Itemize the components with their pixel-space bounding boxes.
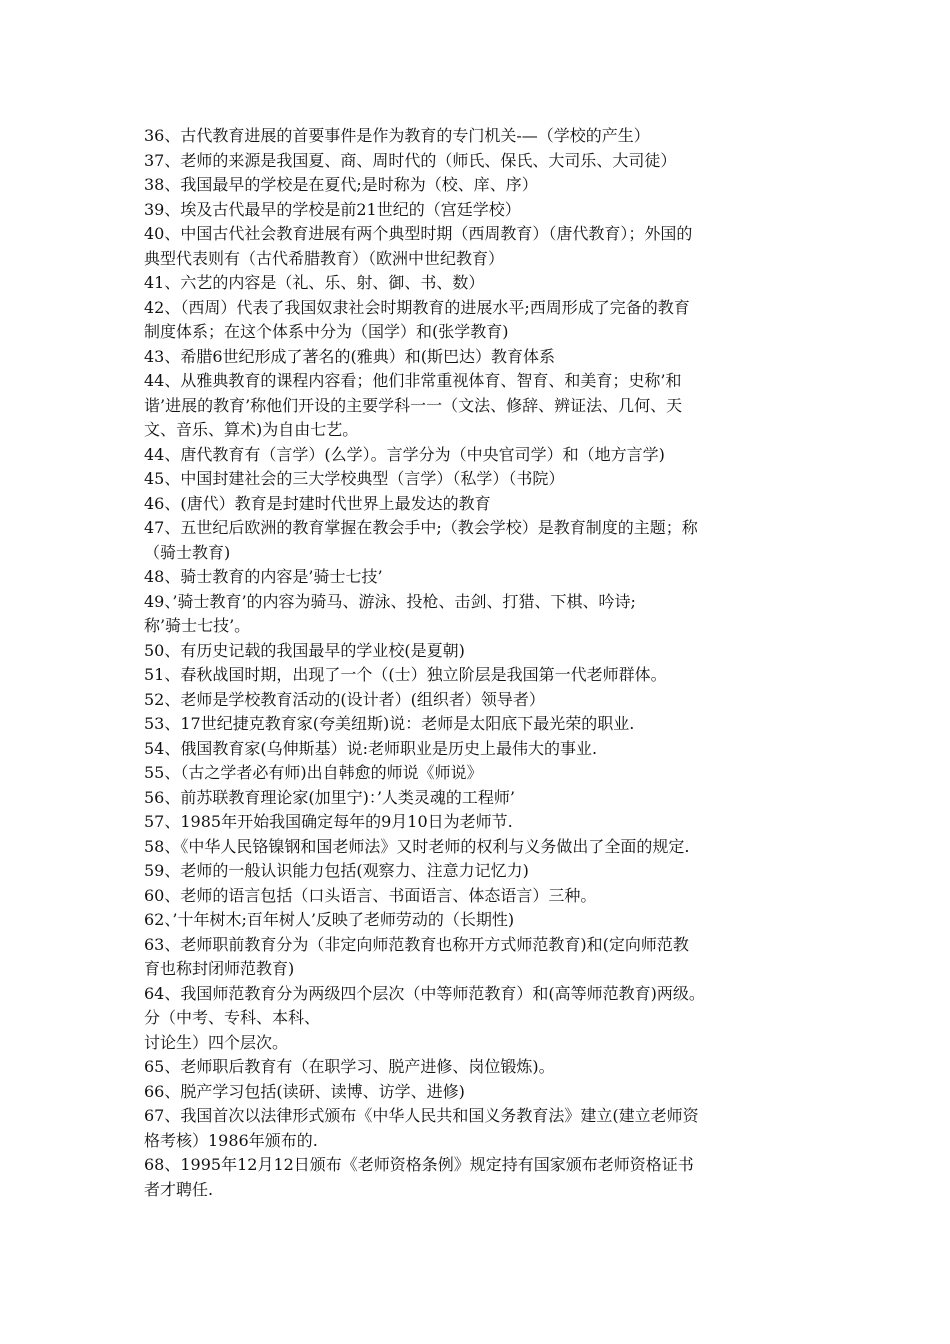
text-line: 55、（古之学者必有师)出自韩愈的师说《师说》	[144, 763, 483, 782]
text-line: 48、骑士教育的内容是’骑士七技’	[144, 567, 383, 586]
text-line: 38、我国最早的学校是在夏代;是时称为（校、庠、序）	[144, 175, 538, 194]
text-line: 44、唐代教育有（言学）(么学）。言学分为（中央官司学）和（地方言学)	[144, 444, 665, 464]
text-line: 54、俄国教育家(乌伸斯基）说:老师职业是历史上最伟大的事业.	[144, 738, 598, 758]
text-line: 典型代表则有（古代希腊教育）（欧洲中世纪教育）	[144, 248, 505, 268]
text-line: 36、古代教育进展的首要事件是作为教育的专门机关-—（学校的产生）	[144, 126, 650, 145]
text-line: 37、老师的来源是我国夏、商、周时代的（师氏、保氏、大司乐、大司徒）	[144, 150, 677, 170]
text-line: 47、五世纪后欧洲的教育掌握在教会手中;（教会学校）是教育制度的主题；称	[144, 518, 698, 537]
text-line: 39、埃及古代最早的学校是前21世纪的（宫廷学校）	[144, 199, 521, 219]
text-line: 60、老师的语言包括（口头语言、书面语言、体态语言）三种。	[144, 885, 597, 905]
text-line: 63、老师职前教育分为（非定向师范教育也称开方式师范教育)和(定向师范教	[144, 934, 689, 954]
text-line: 68、1995年12月12日颁布《老师资格条例》规定持有国家颁布老师资格证书	[144, 1155, 694, 1174]
text-line: 谐’进展的教育’称他们开设的主要学科一一（文法、修辞、辨证法、几何、天	[144, 395, 683, 415]
text-line: 45、中国封建社会的三大学校典型（言学）（私学）（书院）	[144, 469, 565, 488]
text-line: 64、我国师范教育分为两级四个层次（中等师范教育）和(高等师范教育)两级。	[144, 983, 705, 1003]
text-line: 67、我国首次以法律形式颁布《中华人民共和国义务教育法》建立(建立老师资	[144, 1106, 699, 1125]
text-line: 51、春秋战国时期，出现了一个（(士）独立阶层是我国第一代老师群体。	[144, 665, 667, 684]
text-line: 62、’十年树木;百年树人’反映了老师劳动的（长期性)	[144, 910, 515, 929]
text-line: 文、音乐、算术)为自由七艺。	[144, 420, 359, 439]
text-line: 50、有历史记载的我国最早的学业校(是夏朝)	[144, 640, 465, 660]
text-line: 43、希腊6世纪形成了著名的(雅典）和(斯巴达）教育体系	[144, 346, 556, 366]
text-line: 育也称封闭师范教育)	[144, 959, 295, 978]
text-line: 52、老师是学校教育活动的(设计者）(组织者）领导者）	[144, 689, 545, 709]
text-line: 57、1985年开始我国确定每年的9月10日为老师节.	[144, 812, 513, 831]
text-line: 59、老师的一般认识能力包括(观察力、注意力记忆力)	[144, 861, 529, 880]
text-line: 42、（西周）代表了我国奴隶社会时期教育的进展水平;西周形成了完备的教育	[144, 297, 690, 317]
text-line: 者才聘任.	[144, 1179, 214, 1199]
text-line: 讨论生）四个层次。	[144, 1032, 289, 1052]
text-line: 66、脱产学习包括(读研、读博、访学、进修)	[144, 1081, 465, 1101]
document-body	[144, 124, 812, 1202]
text-line: 44、从雅典教育的课程内容看；他们非常重视体育、智育、和美育；史称’和	[144, 371, 682, 390]
text-line: 56、前苏联教育理论家(加里宁)：’人类灵魂的工程师’	[144, 787, 516, 807]
text-line: （骑士教育)	[144, 542, 231, 562]
text-line: 53、17世纪捷克教育家(夸美纽斯)说：老师是太阳底下最光荣的职业.	[144, 714, 635, 733]
text-line: 41、六艺的内容是（礼、乐、射、御、书、数）	[144, 273, 485, 292]
text-line: 分（中考、专科、本科、	[144, 1008, 321, 1027]
text-line: 制度体系；在这个体系中分为（国学）和(张学教育)	[144, 322, 509, 341]
text-line: 格考核）1986年颁布的.	[144, 1130, 318, 1150]
text-line: 称’骑士七技’。	[144, 616, 251, 635]
text-line: 49、’骑士教育’的内容为骑马、游泳、投枪、击剑、打猎、下棋、吟诗;	[144, 591, 636, 611]
text-line: 65、老师职后教育有（在职学习、脱产进修、岗位锻炼)。	[144, 1057, 555, 1076]
text-line: 58、《中华人民铬镍钢和国老师法》又时老师的权利与义务做出了全面的规定.	[144, 836, 690, 856]
text-line: 40、中国古代社会教育进展有两个典型时期（西周教育）（唐代教育）；外国的	[144, 224, 693, 243]
text-line: 46、(唐代）教育是封建时代世界上最发达的教育	[144, 493, 491, 513]
